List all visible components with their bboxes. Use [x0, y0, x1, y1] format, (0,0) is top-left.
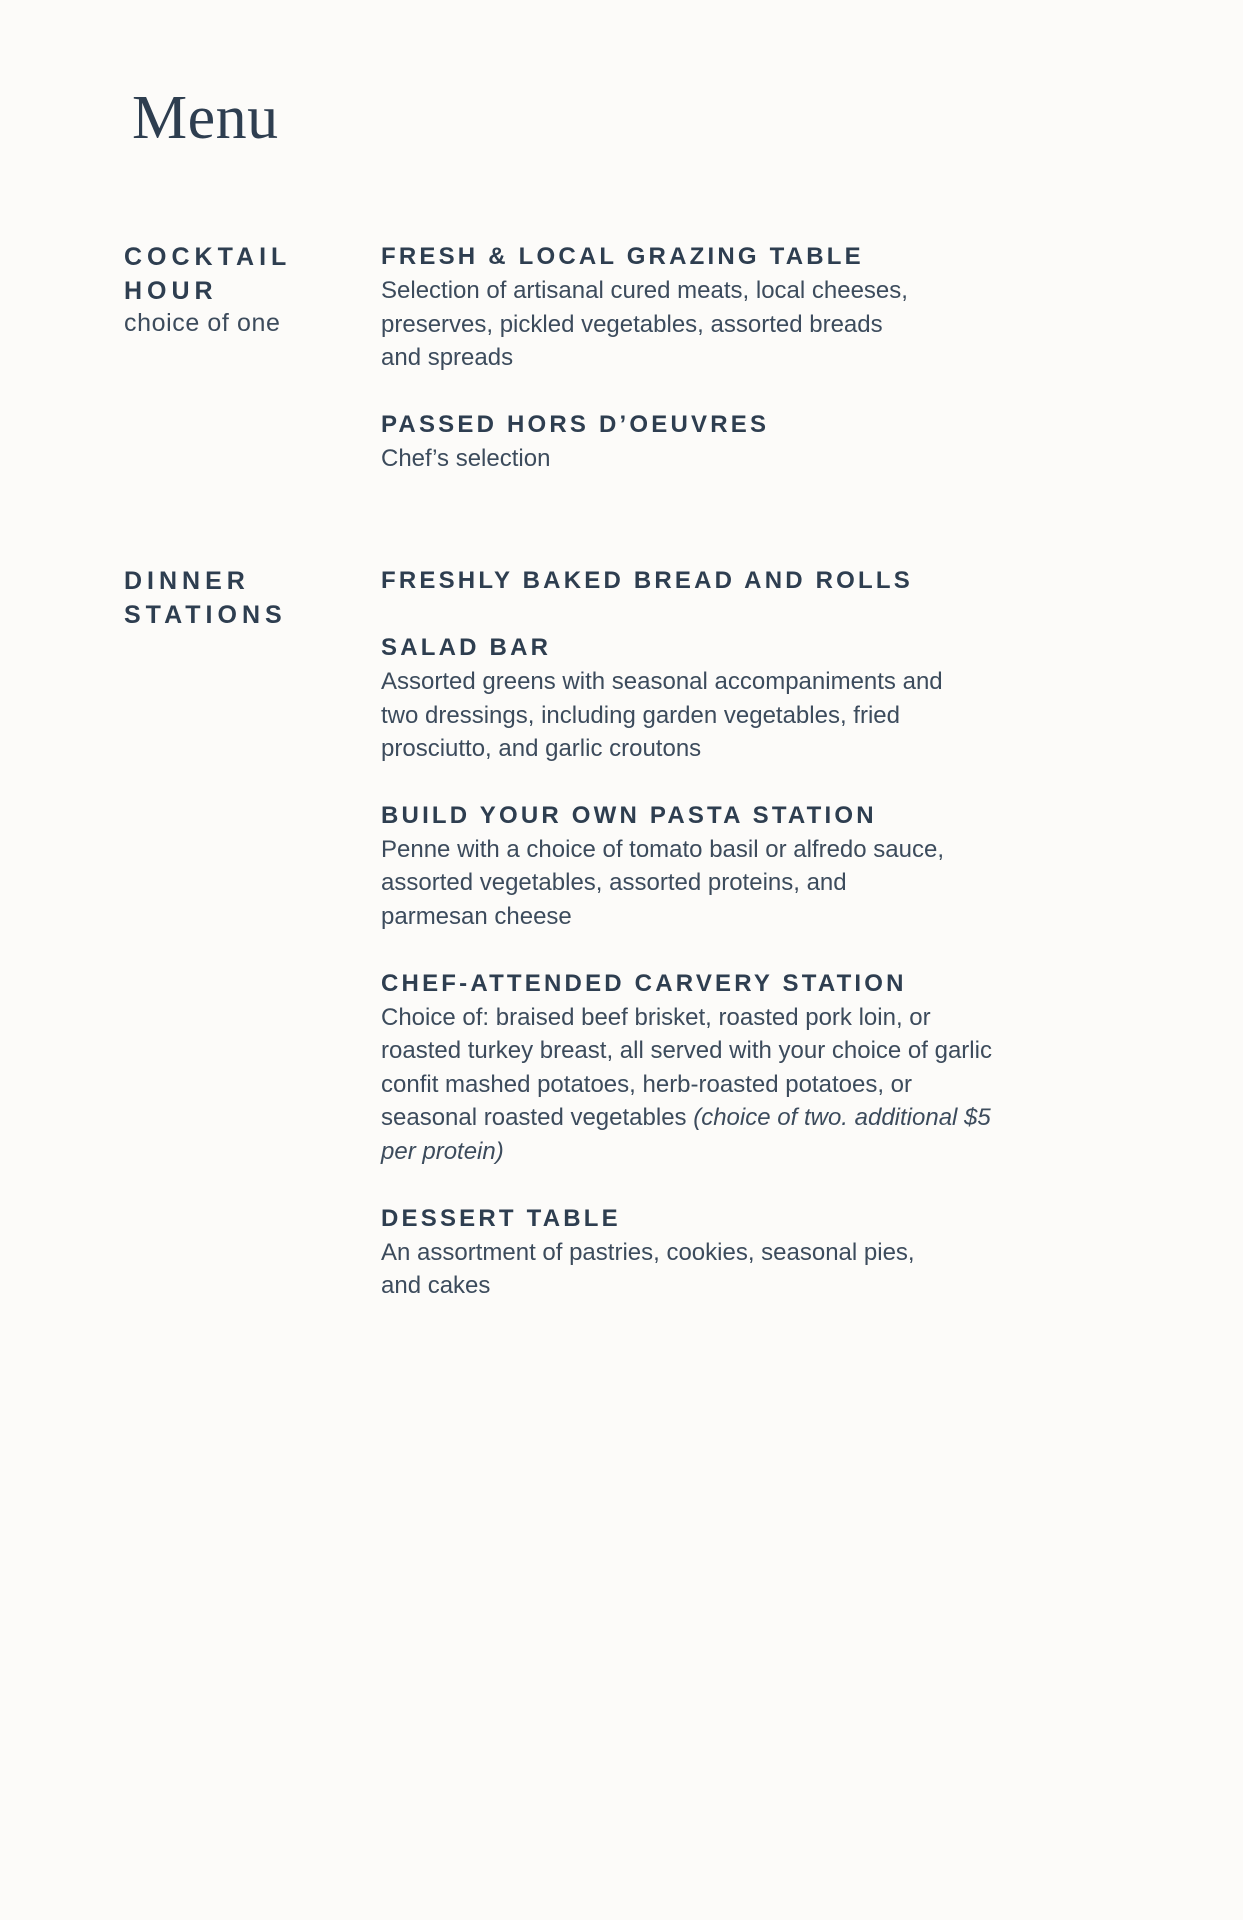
description-line: two dressings, including garden vegetables, fried [381, 701, 900, 729]
description-line: Penne with a choice of tomato basil or alfredo sauce, [381, 835, 944, 863]
menu-item-grazing-table [381, 240, 1121, 375]
description-line: and cakes [381, 1272, 491, 1300]
section-label [124, 564, 364, 632]
section-heading: DINNER [124, 567, 250, 595]
menu-item-bread [381, 564, 1121, 598]
description-line: parmesan cheese [381, 902, 572, 930]
menu-items [381, 240, 1121, 508]
description-line: An assortment of pastries, cookies, seasonal pies, [381, 1238, 915, 1266]
price-note: (choice of two. additional $5 [693, 1104, 991, 1132]
description-line: assorted vegetables, assorted proteins, and [381, 869, 847, 897]
section-heading: HOUR [124, 277, 218, 305]
description-line: Choice of: braised beef brisket, roasted pork loin, or [381, 1003, 931, 1031]
menu-item-title: PASSED HORS D’OEUVRES [381, 410, 770, 438]
menu-item-title: SALAD BAR [381, 634, 552, 661]
menu-item-title: BUILD YOUR OWN PASTA STATION [381, 801, 877, 829]
description-line: roasted turkey breast, all served with your choice of garlic [381, 1037, 992, 1065]
menu-item-description [381, 442, 1121, 476]
section-label [124, 240, 364, 338]
menu-item-salad-bar [381, 631, 1121, 766]
menu-item-title: CHEF-ATTENDED CARVERY STATION [381, 969, 907, 997]
menu-item-hors-doeuvres [381, 408, 1121, 476]
menu-item-description [381, 833, 1121, 934]
description-line: prosciutto, and garlic croutons [381, 735, 702, 763]
section-heading: COCKTAIL [124, 243, 292, 271]
description-line: seasonal roasted vegetables [381, 1104, 694, 1132]
section-heading: STATIONS [124, 601, 287, 629]
page-title: Menu [132, 84, 279, 152]
menu-item-description [381, 1001, 1121, 1169]
menu-items [381, 564, 1121, 1336]
menu-item-title: DESSERT TABLE [381, 1204, 621, 1232]
menu-item-title: FRESHLY BAKED BREAD AND ROLLS [381, 567, 913, 594]
description-line: preserves, pickled vegetables, assorted breads [381, 310, 883, 338]
description-line: and spreads [381, 344, 514, 372]
menu-item-dessert-table [381, 1202, 1121, 1303]
description-line: Selection of artisanal cured meats, local cheeses, [381, 277, 908, 304]
description-line: confit mashed potatoes, herb-roasted potatoes, or [381, 1070, 912, 1098]
menu-item-description [381, 1236, 1121, 1303]
menu-item-carvery-station [381, 967, 1121, 1169]
menu-item-title: FRESH & LOCAL GRAZING TABLE [381, 243, 864, 270]
description-line: Assorted greens with seasonal accompaniments and [381, 668, 943, 695]
menu-item-description [381, 665, 1121, 766]
description-line: Chef’s selection [381, 444, 551, 472]
section-subheading: choice of one [124, 309, 281, 337]
menu-item-pasta-station [381, 799, 1121, 934]
price-note: per protein) [381, 1137, 504, 1165]
menu-item-description [381, 274, 1121, 375]
